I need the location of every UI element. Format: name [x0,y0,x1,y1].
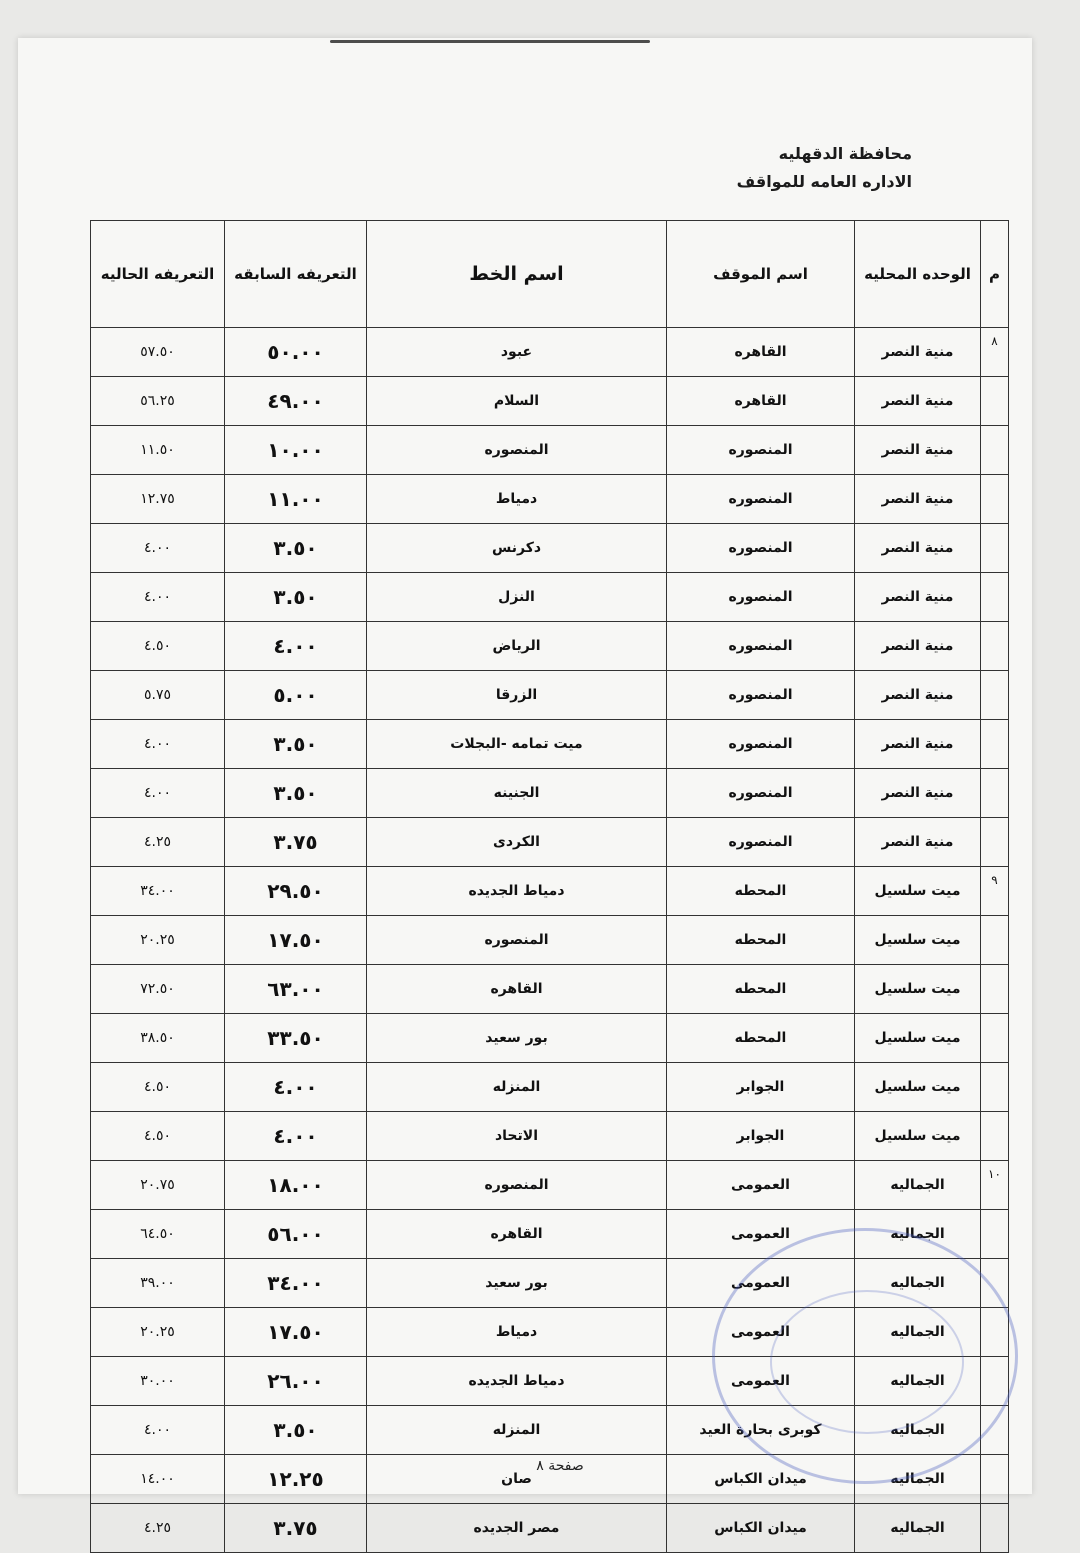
line-name-cell: دكرنس [367,524,667,573]
station-name-cell: المنصوره [667,720,855,769]
local-unit-cell: منية النصر [855,475,981,524]
row-index-cell [981,965,1009,1014]
table-row [91,524,1009,573]
local-unit-cell: منية النصر [855,426,981,475]
station-name-cell: المحطه [667,916,855,965]
row-index-cell [981,1063,1009,1112]
previous-fare-cell: ٣.٥٠ [225,524,367,573]
local-unit-cell: ميت سلسيل [855,1112,981,1161]
col-header-current-fare: التعريفه الحاليه [91,221,225,328]
row-index-cell [981,622,1009,671]
table-row [91,965,1009,1014]
line-name-cell: النزل [367,573,667,622]
fares-table [90,220,1009,1553]
local-unit-cell: منية النصر [855,573,981,622]
line-name-cell: صان [367,1455,667,1504]
line-name-cell: المنزله [367,1063,667,1112]
station-name-cell: العمومى [667,1357,855,1406]
local-unit-cell: منية النصر [855,622,981,671]
line-name-cell: ميت تمامه -البجلات [367,720,667,769]
previous-fare-cell: ٤.٠٠ [225,1112,367,1161]
previous-fare-cell: ٥٦.٠٠ [225,1210,367,1259]
table-row [91,475,1009,524]
station-name-cell: المنصوره [667,475,855,524]
current-fare-cell: ٤.٠٠ [91,524,225,573]
row-index-cell [981,1112,1009,1161]
station-name-cell: ميدان الكباس [667,1504,855,1553]
previous-fare-cell: ٢٦.٠٠ [225,1357,367,1406]
station-name-cell: المحطه [667,867,855,916]
line-name-cell: دمياط الجديده [367,867,667,916]
row-index-cell [981,671,1009,720]
previous-fare-cell: ٣.٥٠ [225,1406,367,1455]
row-index-cell [981,475,1009,524]
current-fare-cell: ٣٠.٠٠ [91,1357,225,1406]
table-row [91,622,1009,671]
local-unit-cell: الجماليه [855,1455,981,1504]
line-name-cell: القاهره [367,1210,667,1259]
table-row [91,1259,1009,1308]
row-index-cell [981,769,1009,818]
row-index-cell [981,524,1009,573]
local-unit-cell: منية النصر [855,328,981,377]
line-name-cell: السلام [367,377,667,426]
current-fare-cell: ٤.٠٠ [91,769,225,818]
table-row [91,867,1009,916]
row-index-cell [981,1308,1009,1357]
table-row [91,818,1009,867]
current-fare-cell: ٣٤.٠٠ [91,867,225,916]
line-name-cell: بور سعيد [367,1014,667,1063]
previous-fare-cell: ٥.٠٠ [225,671,367,720]
col-header-station: اسم الموقف [667,221,855,328]
current-fare-cell: ٣٩.٠٠ [91,1259,225,1308]
current-fare-cell: ٤.٠٠ [91,573,225,622]
local-unit-cell: ميت سلسيل [855,916,981,965]
line-name-cell: عبود [367,328,667,377]
current-fare-cell: ٣٨.٥٠ [91,1014,225,1063]
row-index-cell [981,1504,1009,1553]
current-fare-cell: ٤.٠٠ [91,1406,225,1455]
previous-fare-cell: ٤.٠٠ [225,1063,367,1112]
previous-fare-cell: ١١.٠٠ [225,475,367,524]
table-row [91,377,1009,426]
previous-fare-cell: ٤٩.٠٠ [225,377,367,426]
station-name-cell: المنصوره [667,671,855,720]
line-name-cell: الاتحاد [367,1112,667,1161]
table-row [91,916,1009,965]
previous-fare-cell: ٣.٧٥ [225,1504,367,1553]
row-index-cell [981,916,1009,965]
row-index-cell: ٨ [981,328,1009,377]
station-name-cell: العمومى [667,1308,855,1357]
station-name-cell: المنصوره [667,573,855,622]
table-row [91,1063,1009,1112]
current-fare-cell: ٤.٢٥ [91,1504,225,1553]
previous-fare-cell: ٣٣.٥٠ [225,1014,367,1063]
current-fare-cell: ٤.٢٥ [91,818,225,867]
station-name-cell: كوبرى بحارة العيد [667,1406,855,1455]
line-name-cell: المنصوره [367,1161,667,1210]
current-fare-cell: ٤.٠٠ [91,720,225,769]
station-name-cell: العمومى [667,1161,855,1210]
station-name-cell: الجوابر [667,1063,855,1112]
local-unit-cell: الجماليه [855,1308,981,1357]
row-index-cell [981,720,1009,769]
previous-fare-cell: ٣٤.٠٠ [225,1259,367,1308]
local-unit-cell: الجماليه [855,1161,981,1210]
station-name-cell: العمومى [667,1210,855,1259]
local-unit-cell: منية النصر [855,818,981,867]
local-unit-cell: ميت سلسيل [855,1014,981,1063]
table-row [91,1210,1009,1259]
line-name-cell: الرياض [367,622,667,671]
table-row [91,1406,1009,1455]
table-row [91,1014,1009,1063]
local-unit-cell: منية النصر [855,377,981,426]
station-name-cell: المنصوره [667,818,855,867]
station-name-cell: القاهره [667,377,855,426]
local-unit-cell: الجماليه [855,1210,981,1259]
current-fare-cell: ١٢.٧٥ [91,475,225,524]
station-name-cell: العمومى [667,1259,855,1308]
col-header-unit: الوحده المحليه [855,221,981,328]
current-fare-cell: ٧٢.٥٠ [91,965,225,1014]
row-index-cell [981,377,1009,426]
local-unit-cell: الجماليه [855,1259,981,1308]
previous-fare-cell: ١٠.٠٠ [225,426,367,475]
local-unit-cell: منية النصر [855,720,981,769]
local-unit-cell: منية النصر [855,671,981,720]
row-index-cell [981,426,1009,475]
table-row [91,573,1009,622]
local-unit-cell: ميت سلسيل [855,867,981,916]
row-index-cell [981,1455,1009,1504]
station-name-cell: ميدان الكباس [667,1455,855,1504]
department-title: الاداره العامه للمواقف [736,172,912,191]
previous-fare-cell: ٣.٥٠ [225,769,367,818]
table-header-row [91,221,1009,328]
current-fare-cell: ٤.٥٠ [91,622,225,671]
local-unit-cell: ميت سلسيل [855,1063,981,1112]
line-name-cell: الزرقا [367,671,667,720]
previous-fare-cell: ٣.٧٥ [225,818,367,867]
current-fare-cell: ١٤.٠٠ [91,1455,225,1504]
table-row [91,671,1009,720]
row-index-cell [981,818,1009,867]
local-unit-cell: ميت سلسيل [855,965,981,1014]
governorate-title: محافظة الدقهليه [778,144,912,163]
table-row [91,1308,1009,1357]
row-index-cell: ١٠ [981,1161,1009,1210]
current-fare-cell: ٦٤.٥٠ [91,1210,225,1259]
local-unit-cell: منية النصر [855,524,981,573]
col-header-previous-fare: التعريفه السابقه [225,221,367,328]
line-name-cell: دمياط [367,1308,667,1357]
station-name-cell: المحطه [667,965,855,1014]
current-fare-cell: ٥.٧٥ [91,671,225,720]
previous-fare-cell: ٣.٥٠ [225,573,367,622]
previous-fare-cell: ٣.٥٠ [225,720,367,769]
line-name-cell: دمياط الجديده [367,1357,667,1406]
station-name-cell: المنصوره [667,524,855,573]
station-name-cell: القاهره [667,328,855,377]
line-name-cell: الجنينه [367,769,667,818]
previous-fare-cell: ١٨.٠٠ [225,1161,367,1210]
previous-fare-cell: ٦٣.٠٠ [225,965,367,1014]
local-unit-cell: منية النصر [855,769,981,818]
table-row [91,1112,1009,1161]
line-name-cell: بور سعيد [367,1259,667,1308]
station-name-cell: المنصوره [667,426,855,475]
line-name-cell: مصر الجديده [367,1504,667,1553]
line-name-cell: المنصوره [367,916,667,965]
station-name-cell: المنصوره [667,622,855,671]
row-index-cell: ٩ [981,867,1009,916]
row-index-cell [981,1210,1009,1259]
previous-fare-cell: ٢٩.٥٠ [225,867,367,916]
row-index-cell [981,1259,1009,1308]
current-fare-cell: ٢٠.٢٥ [91,1308,225,1357]
current-fare-cell: ٤.٥٠ [91,1063,225,1112]
table-row [91,328,1009,377]
table-row [91,1161,1009,1210]
table-row [91,769,1009,818]
previous-fare-cell: ١٧.٥٠ [225,1308,367,1357]
current-fare-cell: ٤.٥٠ [91,1112,225,1161]
current-fare-cell: ١١.٥٠ [91,426,225,475]
table-row [91,426,1009,475]
local-unit-cell: الجماليه [855,1406,981,1455]
page-edge-line [330,40,650,43]
current-fare-cell: ٢٠.٧٥ [91,1161,225,1210]
table-row [91,1504,1009,1553]
previous-fare-cell: ٤.٠٠ [225,622,367,671]
previous-fare-cell: ٥٠.٠٠ [225,328,367,377]
line-name-cell: القاهره [367,965,667,1014]
line-name-cell: الكردى [367,818,667,867]
row-index-cell [981,1406,1009,1455]
current-fare-cell: ٥٧.٥٠ [91,328,225,377]
station-name-cell: المحطه [667,1014,855,1063]
station-name-cell: المنصوره [667,769,855,818]
row-index-cell [981,573,1009,622]
row-index-cell [981,1357,1009,1406]
page-number: صفحة ٨ [536,1458,584,1474]
line-name-cell: دمياط [367,475,667,524]
row-index-cell [981,1014,1009,1063]
line-name-cell: المنصوره [367,426,667,475]
local-unit-cell: الجماليه [855,1357,981,1406]
current-fare-cell: ٥٦.٢٥ [91,377,225,426]
table-row [91,1357,1009,1406]
station-name-cell: الجوابر [667,1112,855,1161]
col-header-index: م [981,221,1009,328]
local-unit-cell: الجماليه [855,1504,981,1553]
previous-fare-cell: ١٢.٢٥ [225,1455,367,1504]
table-row [91,720,1009,769]
document-header [652,140,912,196]
current-fare-cell: ٢٠.٢٥ [91,916,225,965]
col-header-line: اسم الخط [367,221,667,328]
line-name-cell: المنزله [367,1406,667,1455]
previous-fare-cell: ١٧.٥٠ [225,916,367,965]
